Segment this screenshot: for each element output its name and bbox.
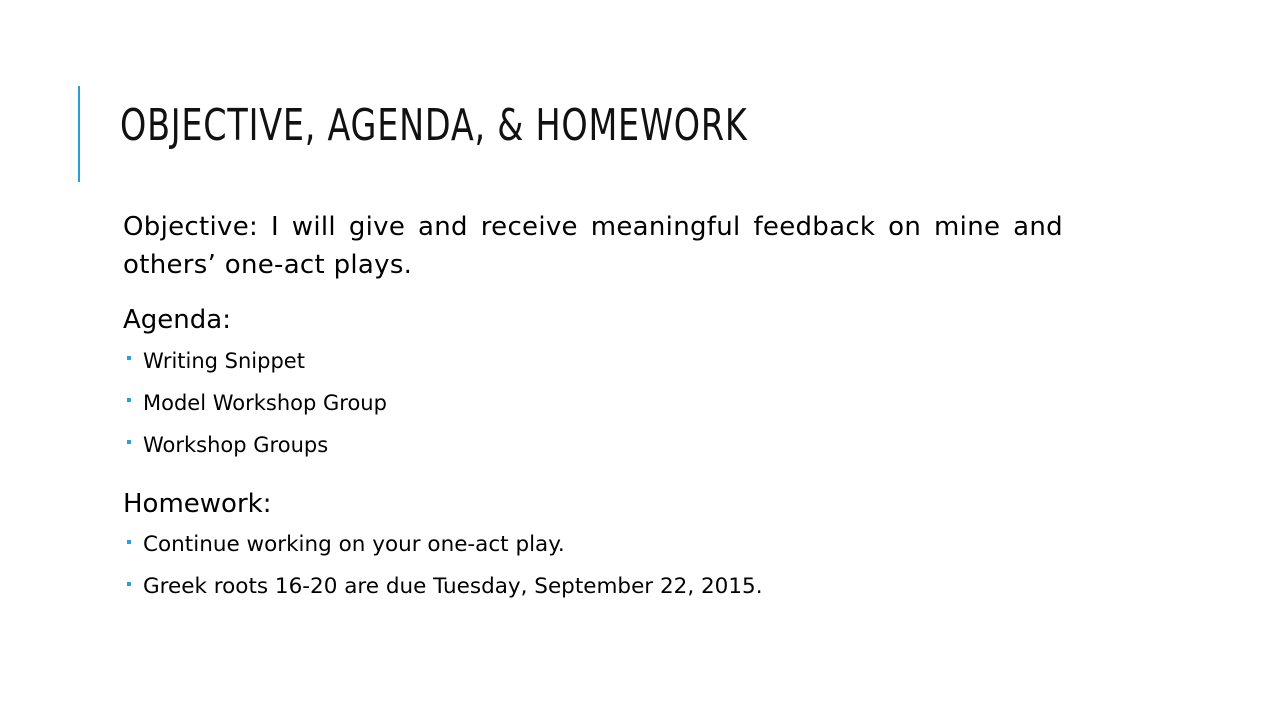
homework-heading: Homework: bbox=[123, 489, 272, 519]
square-bullet-icon bbox=[127, 582, 131, 586]
agenda-item-label: Writing Snippet bbox=[143, 349, 305, 373]
slide-title: OBJECTIVE, AGENDA, & HOMEWORK bbox=[120, 100, 748, 151]
agenda-item bbox=[123, 340, 1063, 382]
homework-item-label: Continue working on your one-act play. bbox=[143, 532, 565, 557]
homework-item-label: Greek roots 16-20 are due Tuesday, September 22, 2015. bbox=[143, 574, 763, 599]
agenda-item bbox=[123, 424, 1063, 466]
agenda-item-label: Workshop Groups bbox=[143, 433, 329, 457]
homework-item bbox=[123, 566, 1063, 608]
homework-item bbox=[123, 524, 1063, 566]
agenda-item bbox=[123, 382, 1063, 424]
agenda-item-label: Model Workshop Group bbox=[143, 391, 387, 415]
slide-body bbox=[123, 208, 1063, 608]
title-accent-bar bbox=[78, 86, 80, 182]
square-bullet-icon bbox=[127, 398, 131, 402]
square-bullet-icon bbox=[127, 356, 131, 360]
agenda-list bbox=[123, 340, 1063, 466]
square-bullet-icon bbox=[127, 440, 131, 444]
square-bullet-icon bbox=[127, 540, 131, 544]
objective-text: Objective: I will give and receive meaningful feedback on mine and others’ one-act plays. bbox=[123, 212, 1063, 280]
homework-list bbox=[123, 524, 1063, 608]
agenda-heading: Agenda: bbox=[123, 305, 231, 335]
